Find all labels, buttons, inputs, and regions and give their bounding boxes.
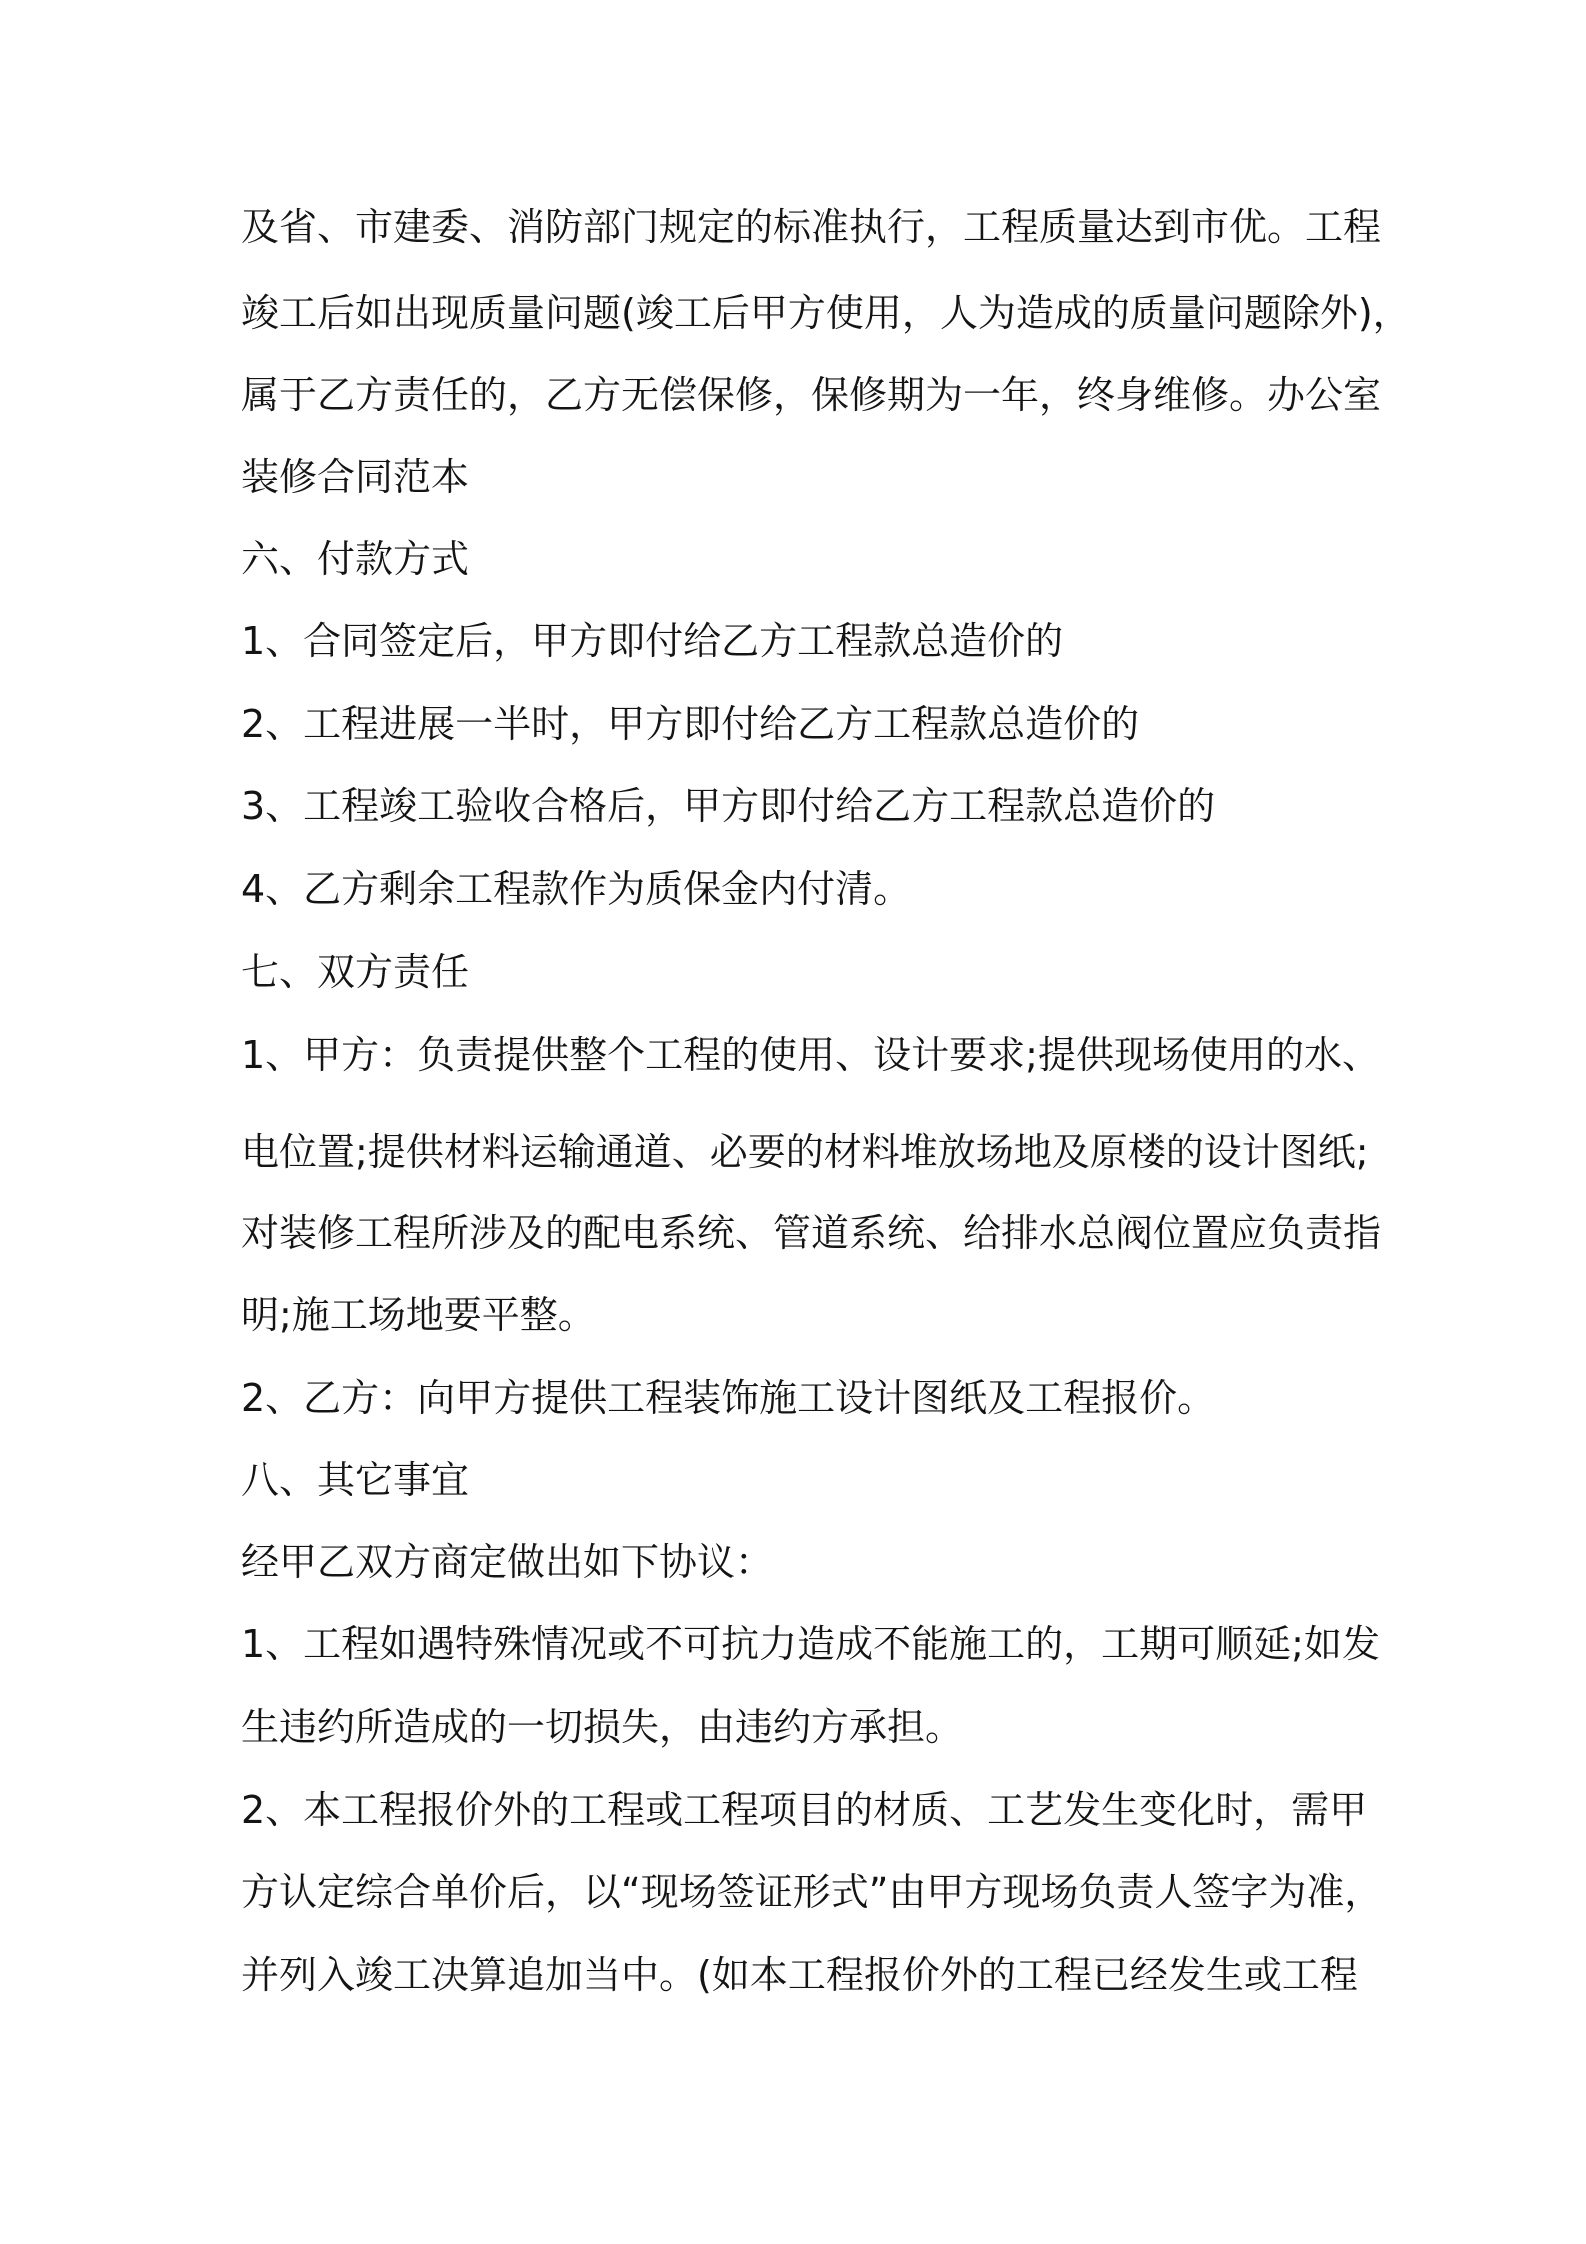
section-heading: 八、其它事宜 <box>241 1458 470 1502</box>
list-item: 2、本工程报价外的工程或工程项目的材质、工艺发生变化时，需甲 <box>241 1788 1368 1832</box>
text-line: 装修合同范本 <box>241 455 470 499</box>
list-item: 1、工程如遇特殊情况或不可抗力造成不能施工的，工期可顺延;如发 <box>241 1622 1380 1666</box>
text-line: 生违约所造成的一切损失，由违约方承担。 <box>241 1705 964 1749</box>
list-item: 2、乙方：向甲方提供工程装饰施工设计图纸及工程报价。 <box>241 1376 1216 1420</box>
text-line: 电位置;提供材料运输通道、必要的材料堆放场地及原楼的设计图纸; <box>241 1130 1369 1174</box>
text-line: 经甲乙双方商定做出如下协议： <box>241 1540 774 1584</box>
list-item: 3、工程竣工验收合格后，甲方即付给乙方工程款总造价的 <box>241 784 1216 828</box>
text-line: 及省、市建委、消防部门规定的标准执行，工程质量达到市优。工程 <box>241 205 1382 249</box>
list-item: 1、合同签定后，甲方即付给乙方工程款总造价的 <box>241 619 1064 663</box>
text-line: 对装修工程所涉及的配电系统、管道系统、给排水总阀位置应负责指 <box>241 1211 1382 1255</box>
list-item: 4、乙方剩余工程款作为质保金内付清。 <box>241 867 912 911</box>
text-line: 方认定综合单价后，以“现场签证形式”由甲方现场负责人签字为准， <box>241 1870 1383 1914</box>
list-item: 2、工程进展一半时，甲方即付给乙方工程款总造价的 <box>241 702 1140 746</box>
text-line: 属于乙方责任的，乙方无偿保修，保修期为一年，终身维修。办公室 <box>241 373 1382 417</box>
section-heading: 七、双方责任 <box>241 950 470 994</box>
text-line: 并列入竣工决算追加当中。(如本工程报价外的工程已经发生或工程 <box>241 1953 1358 1997</box>
list-item: 1、甲方：负责提供整个工程的使用、设计要求;提供现场使用的水、 <box>241 1033 1380 1077</box>
text-line: 竣工后如出现质量问题(竣工后甲方使用，人为造成的质量问题除外)， <box>241 291 1411 335</box>
section-heading: 六、付款方式 <box>241 537 470 581</box>
text-line: 明;施工场地要平整。 <box>241 1293 596 1337</box>
